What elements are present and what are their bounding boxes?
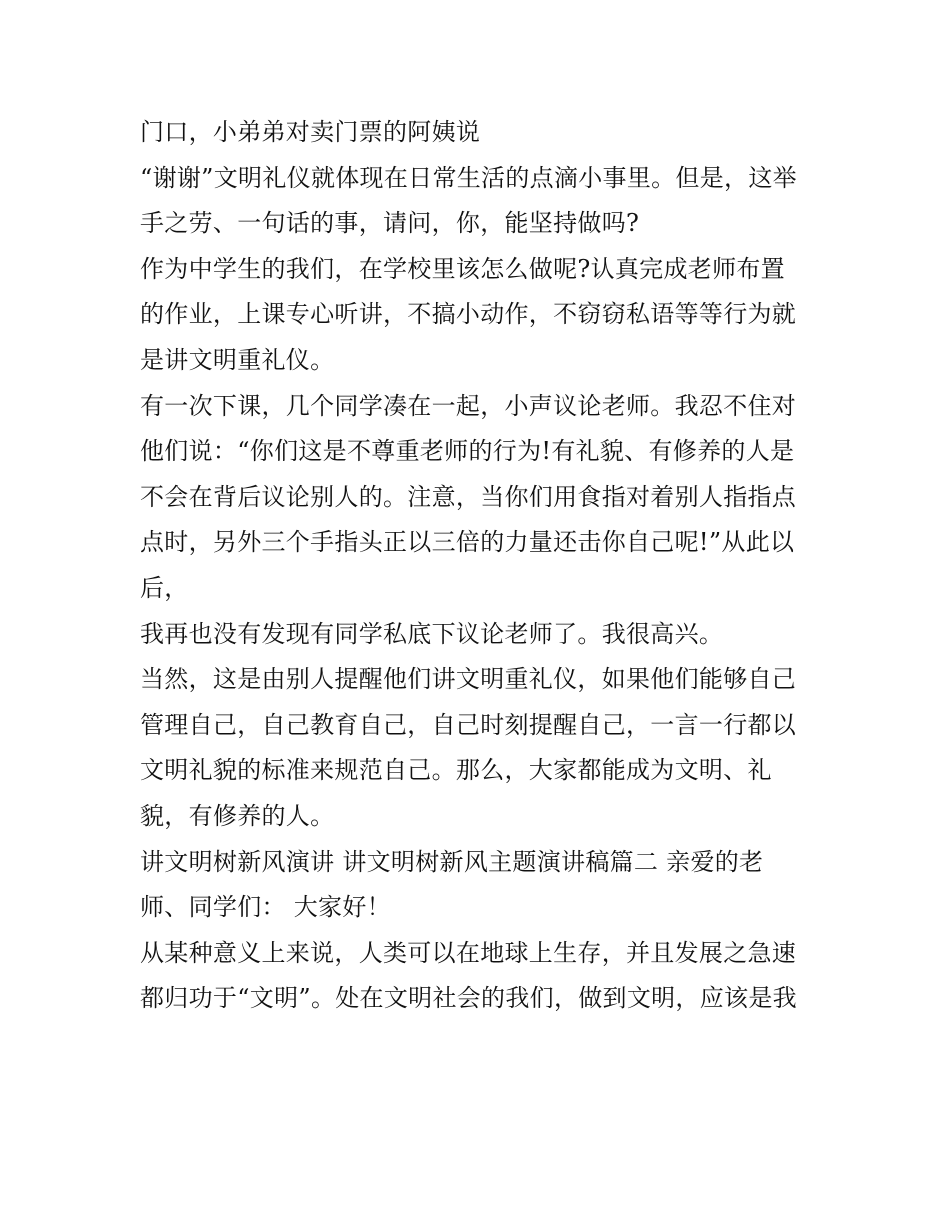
text-line: 我再也没有发现有同学私底下议论老师了。我很高兴。 bbox=[140, 619, 724, 648]
text-line: “谢谢”文明礼仪就体现在日常生活的点滴小事里。但是，这举 bbox=[140, 163, 797, 192]
text-line: 当然，这是由别人提醒他们讲文明重礼仪，如果他们能够自己 bbox=[140, 665, 797, 694]
text-line: 是讲文明重礼仪。 bbox=[140, 345, 335, 374]
text-line: 师、同学们： 大家好！ bbox=[140, 893, 391, 922]
text-line: 点时，另外三个手指头正以三倍的力量还击你自己呢!”从此以 bbox=[140, 528, 795, 557]
text-line: 管理自己，自己教育自己，自己时刻提醒自己，一言一行都以 bbox=[140, 710, 797, 739]
text-line: 手之劳、一句话的事，请问，你，能坚持做吗? bbox=[140, 209, 640, 238]
text-line: 文明礼貌的标准来规范自己。那么，大家都能成为文明、礼 bbox=[140, 756, 772, 785]
text-line: 他们说：“你们这是不尊重老师的行为!有礼貌、有修养的人是 bbox=[140, 437, 795, 466]
text-line: 有一次下课，几个同学凑在一起，小声议论老师。我忍不住对 bbox=[140, 391, 797, 420]
text-line: 作为中学生的我们，在学校里该怎么做呢?认真完成老师布置 bbox=[140, 254, 785, 283]
text-line: 讲文明树新风演讲 讲文明树新风主题演讲稿篇二 亲爱的老 bbox=[140, 847, 764, 876]
text-line: 不会在背后议论别人的。注意，当你们用食指对着别人指指点 bbox=[140, 482, 797, 511]
text-line: 门口，小弟弟对卖门票的阿姨说 bbox=[140, 118, 481, 146]
text-line: 貌，有修养的人。 bbox=[140, 801, 335, 830]
text-line: 从某种意义上来说，人类可以在地球上生存，并且发展之急速 bbox=[140, 938, 797, 967]
text-line: 后， bbox=[140, 573, 189, 602]
text-line: 的作业，上课专心听讲，不搞小动作，不窃窃私语等等行为就 bbox=[140, 300, 797, 329]
document-body bbox=[140, 110, 812, 1022]
text-line: 都归功于“文明”。处在文明社会的我们，做到文明，应该是我 bbox=[140, 984, 797, 1013]
